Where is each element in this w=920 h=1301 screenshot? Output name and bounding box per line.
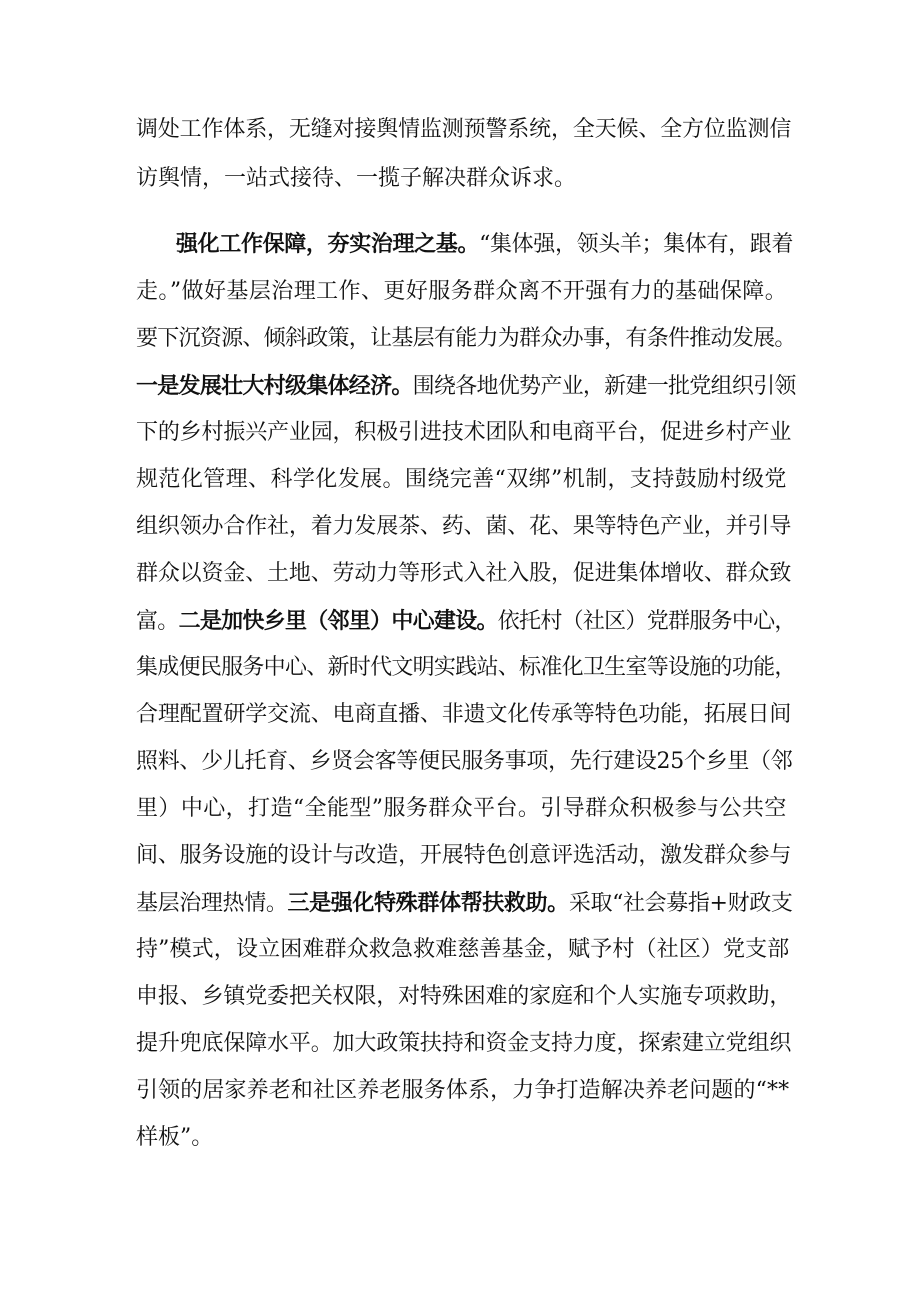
text-span: 组织领办合作社，着力发展茶、药、菌、花、果等特色产业，并引导 [136, 514, 792, 539]
text-span: 持”模式，设立困难群众救急救难慈善基金，赋予村（社区）党支部 [136, 937, 790, 962]
text-span: 采取“社会募指+财政支 [568, 891, 793, 916]
text-line [136, 839, 791, 873]
text-span: 围绕各地优势产业，新建一批党组织引领 [412, 374, 796, 399]
text-line [136, 604, 796, 638]
text-span: 群众以资金、土地、劳动力等形式入社入股，促进集体增收、群众致 [136, 561, 792, 586]
text-span: 样板”。 [136, 1125, 214, 1150]
text-span: 照料、少儿托育、乡贤会客等便民服务事项，先行建设25个乡里（邻 [136, 749, 793, 774]
text-span: 要下沉资源、倾斜政策，让基层有能力为群众办事，有条件推动发展。 [136, 326, 796, 351]
text-span: 富。 [136, 609, 179, 634]
text-line [136, 651, 796, 685]
text-span: 合理配置研学交流、电商直播、非遗文化传承等特色功能，拓展日间 [136, 702, 792, 727]
text-span: “集体强，领头羊；集体有，跟着 [479, 232, 794, 257]
text-line [136, 162, 576, 196]
text-span: 规范化管理、科学化发展。围绕完善“双绑”机制，支持鼓励村级党 [136, 467, 787, 492]
text-span: 引领的居家养老和社区养老服务体系，力争打造解决养老问题的“** [136, 1078, 790, 1103]
text-line [136, 980, 791, 1014]
text-line [136, 886, 793, 920]
text-span: 提升兜底保障水平。加大政策扶持和资金支持力度，探索建立党组织 [136, 1031, 792, 1056]
subsection-heading: 二是加快乡里（邻里）中心建设。 [178, 608, 498, 634]
text-line [136, 1074, 789, 1108]
text-line [136, 416, 791, 450]
text-span: 下的乡村振兴产业园，积极引进技术团队和电商平台，促进乡村产业 [136, 420, 792, 445]
text-span: 集成便民服务中心、新时代文明实践站、标准化卫生室等设施的功能， [136, 655, 796, 680]
text-line [176, 227, 793, 261]
text-span: 基层治理热情。 [136, 891, 288, 916]
text-line [136, 463, 787, 497]
text-span: 间、服务设施的设计与改造，开展特色创意评选活动，激发群众参与 [136, 843, 792, 868]
text-span: 申报、乡镇党委把关权限，对特殊困难的家庭和个人实施专项救助， [136, 984, 792, 1009]
text-line [136, 1027, 791, 1061]
text-line [136, 933, 789, 967]
text-line [136, 745, 792, 779]
text-span: 依托村（社区）党群服务中心， [497, 609, 796, 634]
text-line [136, 1121, 213, 1155]
text-span: 走。”做好基层治理工作、更好服务群众离不开强有力的基础保障。 [136, 279, 788, 304]
text-line [136, 557, 791, 591]
text-span: 调处工作体系，无缝对接舆情监测预警系统，全天候、全方位监测信 [136, 117, 792, 142]
text-line [136, 322, 796, 356]
text-span: 里）中心，打造“全能型”服务群众平台。引导群众积极参与公共空 [136, 796, 787, 821]
text-line [136, 369, 796, 403]
subsection-heading: 三是强化特殊群体帮扶救助。 [287, 890, 569, 916]
text-line [136, 275, 787, 309]
subsection-heading: 一是发展壮大村级集体经济。 [136, 373, 413, 399]
text-line [136, 698, 791, 732]
text-line [136, 510, 791, 544]
text-line [136, 792, 787, 826]
section-heading: 强化工作保障，夯实治理之基。 [176, 231, 480, 257]
text-line [136, 113, 791, 147]
text-span: 访舆情，一站式接待、一揽子解决群众诉求。 [136, 166, 577, 191]
